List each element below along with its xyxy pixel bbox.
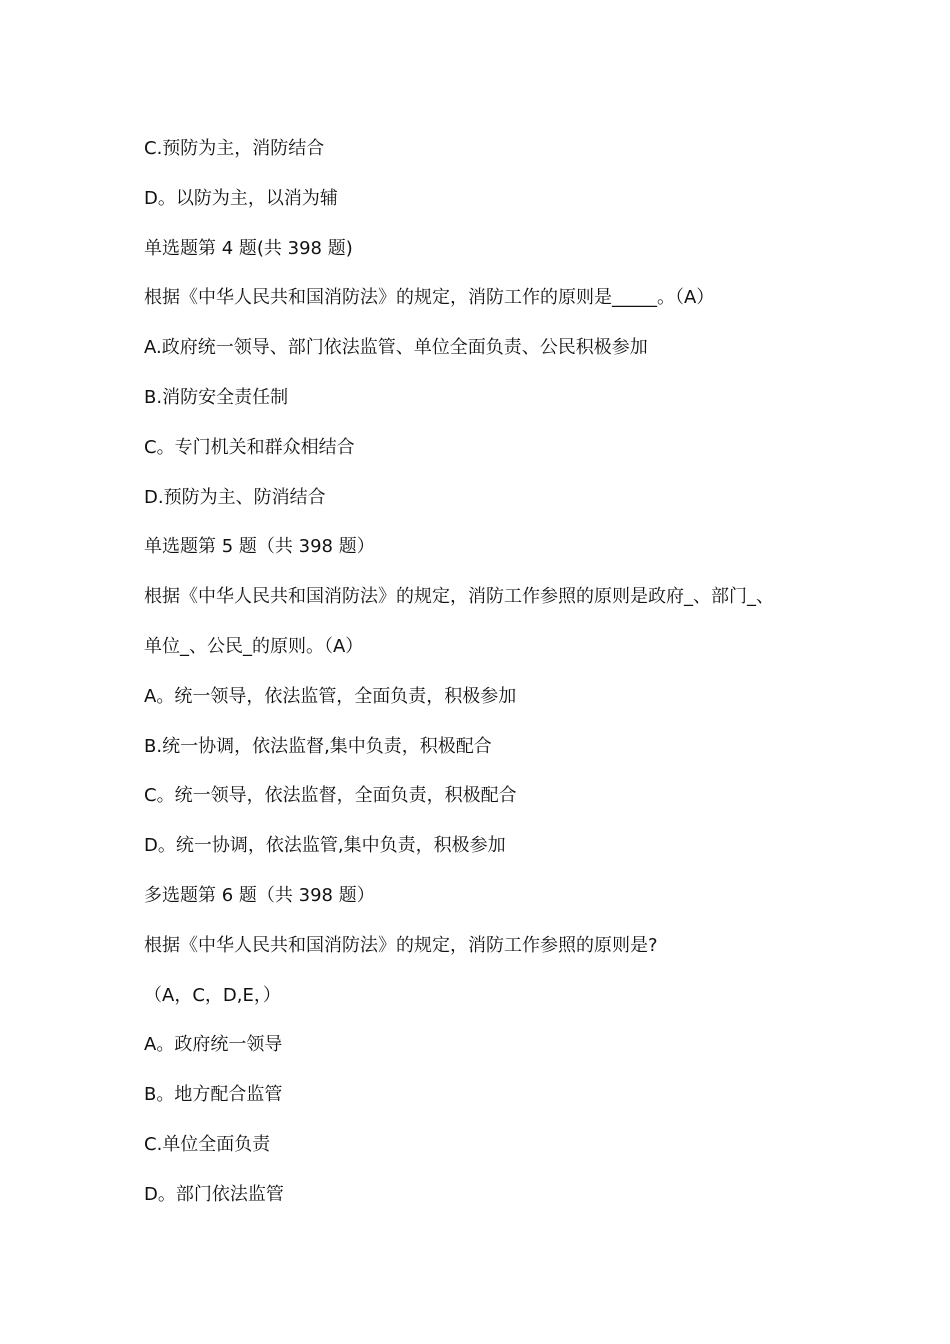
option-c-q5: C。统一领导，依法监督，全面负责，积极配合 <box>144 785 517 807</box>
question-header-4: 单选题第 4 题(共 398 题) <box>144 237 353 259</box>
question-header-6: 多选题第 6 题（共 398 题） <box>144 884 375 906</box>
option-b-q6: B。地方配合监管 <box>144 1084 283 1106</box>
document-body <box>144 133 824 1229</box>
option-d-q3: D。以防为主，以消为辅 <box>144 187 338 209</box>
question-text-4: 根据《中华人民共和国消防法》的规定，消防工作的原则是_____。（A） <box>144 287 715 309</box>
option-b-q5: B.统一协调，依法监督,集中负责，积极配合 <box>144 735 492 757</box>
option-a-q6: A。政府统一领导 <box>144 1034 283 1056</box>
option-d-q4: D.预防为主、防消结合 <box>144 486 326 508</box>
question-text-5-line1: 根据《中华人民共和国消防法》的规定，消防工作参照的原则是政府_、部门_、 <box>144 586 774 608</box>
answer-q6: （A，C，D,E，） <box>144 984 281 1006</box>
option-c-q6: C.单位全面负责 <box>144 1133 271 1155</box>
option-d-q5: D。统一协调，依法监管,集中负责，积极参加 <box>144 835 506 857</box>
option-a-q5: A。统一领导，依法监管，全面负责，积极参加 <box>144 685 517 707</box>
option-c-q3: C.预防为主，消防结合 <box>144 138 325 159</box>
option-b-q4: B.消防安全责任制 <box>144 386 289 408</box>
question-text-6: 根据《中华人民共和国消防法》的规定，消防工作参照的原则是? <box>144 934 658 956</box>
question-text-5-line2: 单位_、公民_的原则。（A） <box>144 635 364 657</box>
option-c-q4: C。专门机关和群众相结合 <box>144 436 355 458</box>
question-header-5: 单选题第 5 题（共 398 题） <box>144 536 375 558</box>
option-d-q6: D。部门依法监管 <box>144 1183 284 1205</box>
option-a-q4: A.政府统一领导、部门依法监管、单位全面负责、公民积极参加 <box>144 337 648 359</box>
